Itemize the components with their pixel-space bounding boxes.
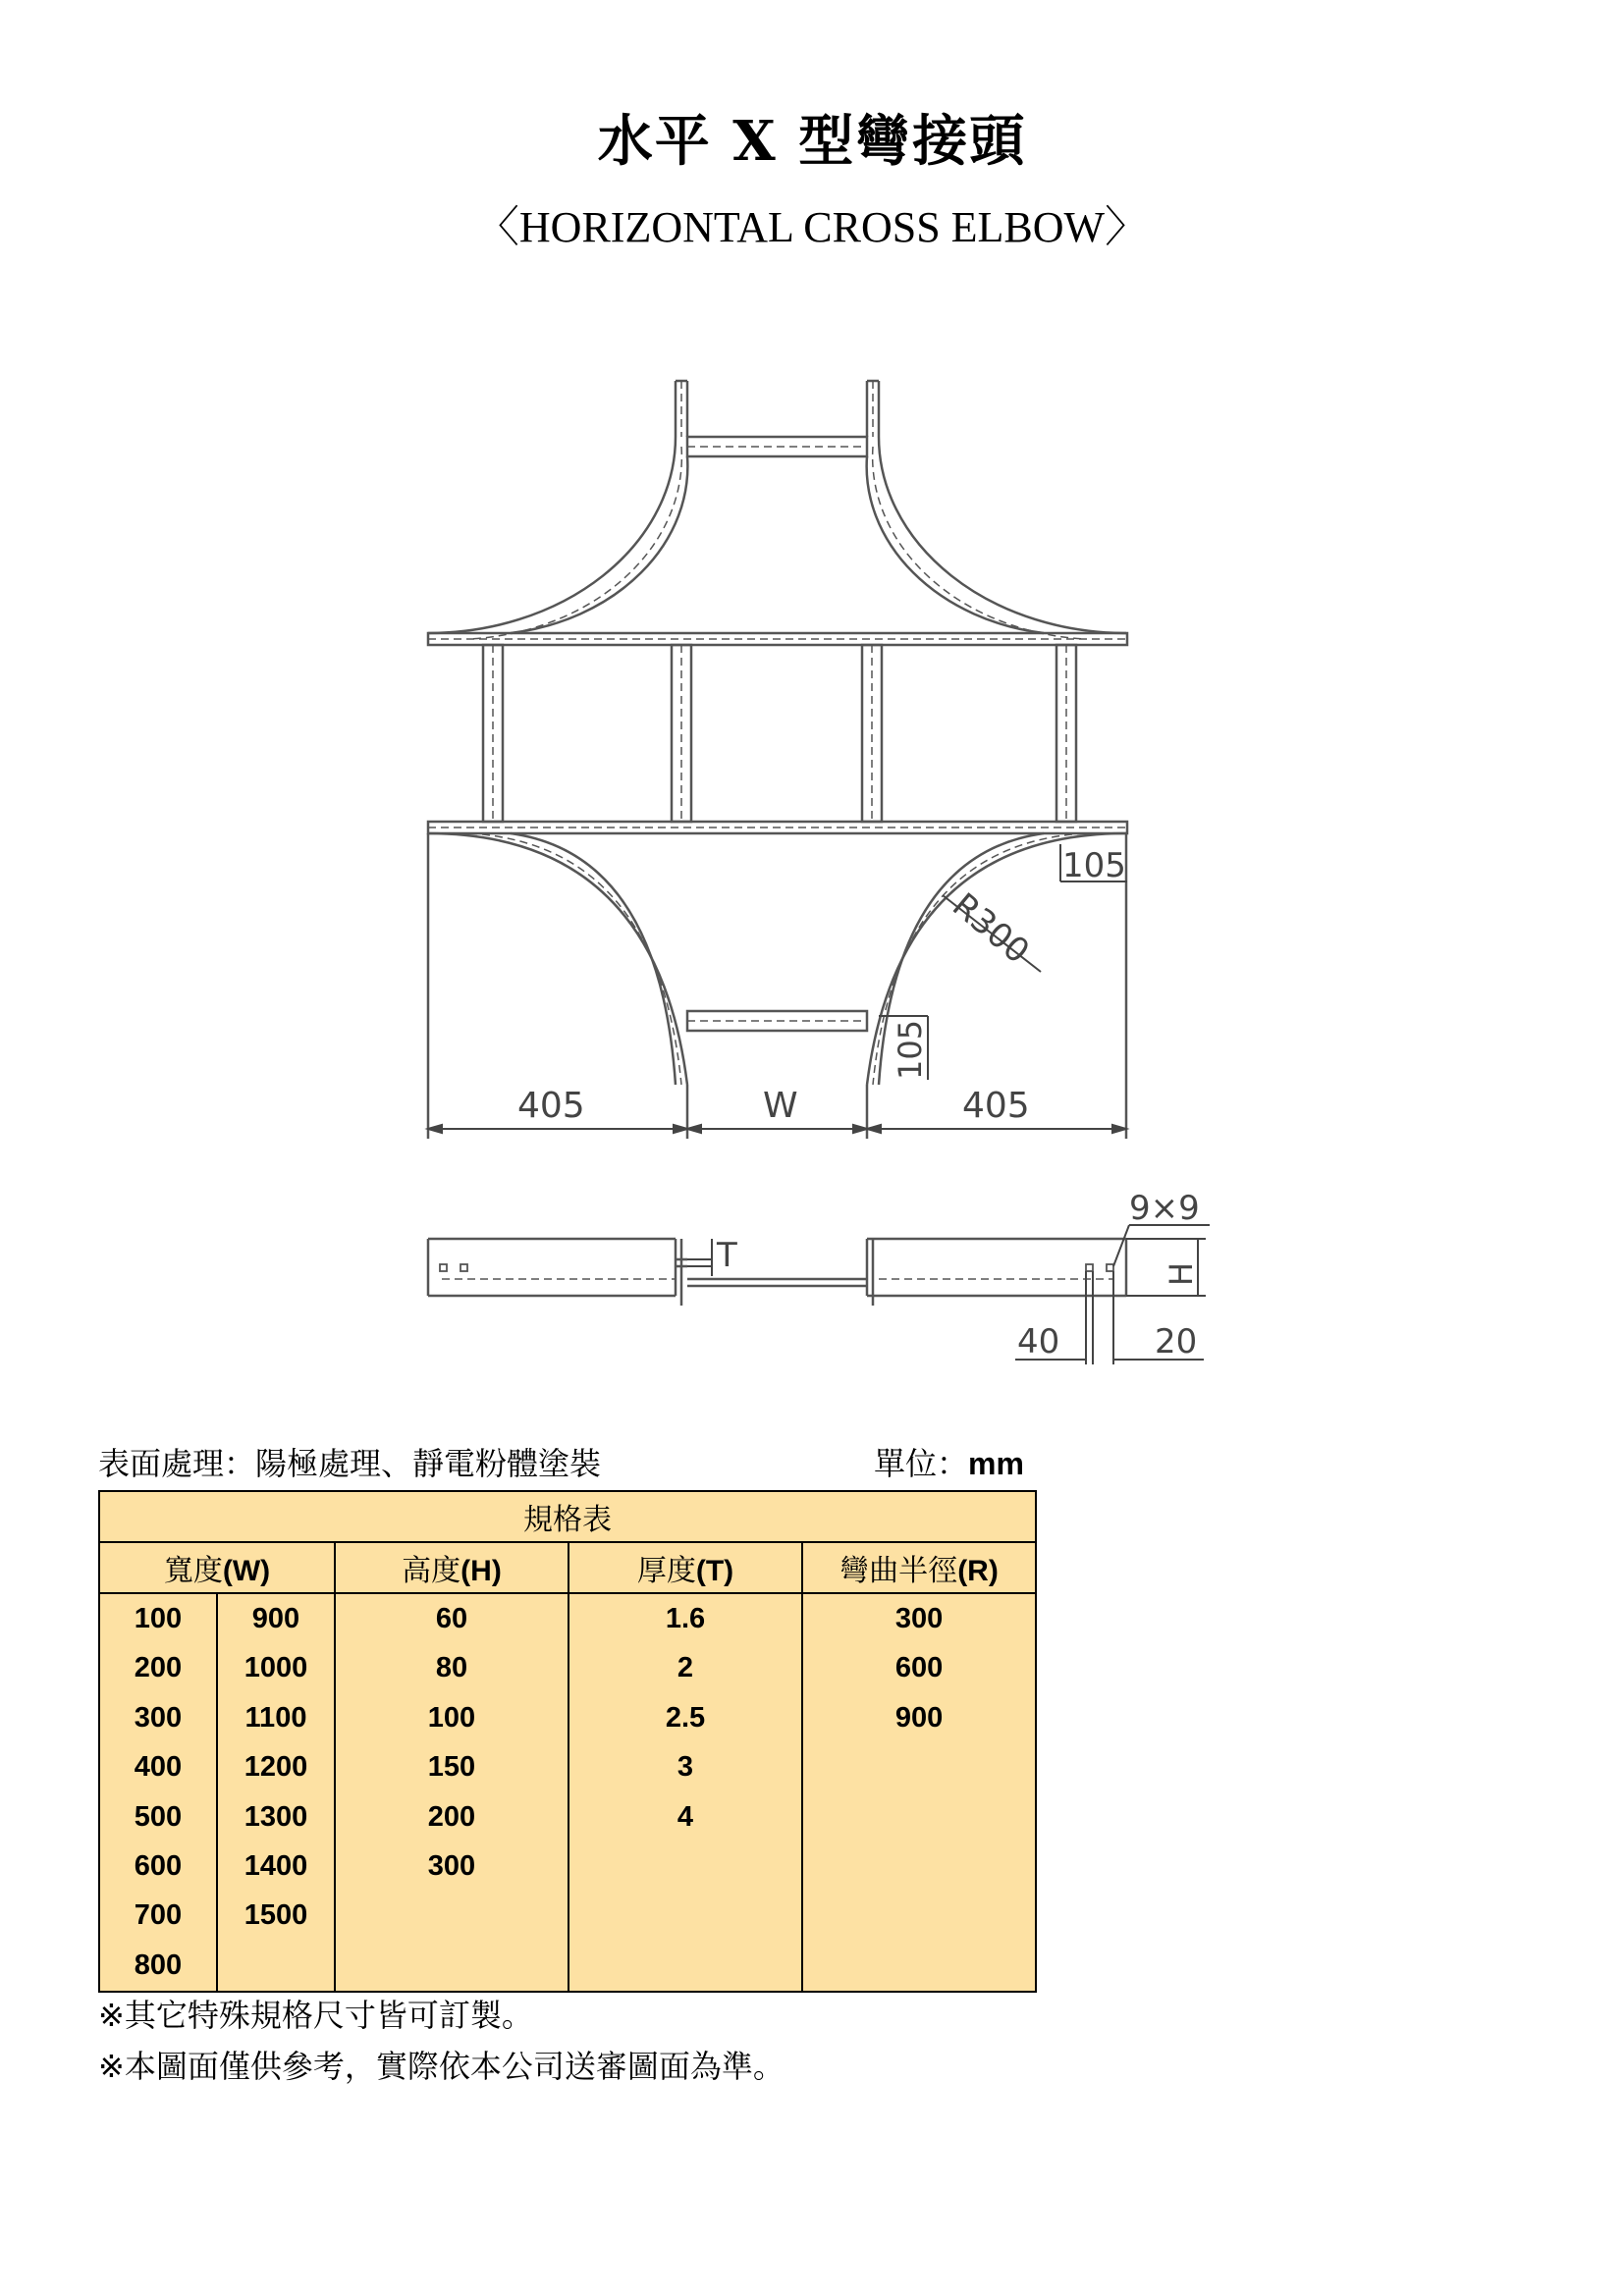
header-height: 高度(H): [335, 1542, 568, 1593]
dim-radius-label: R300: [945, 885, 1037, 972]
table-cell: 2: [677, 1652, 694, 1684]
table-cell: 600: [134, 1849, 183, 1882]
spec-table: [98, 1490, 1037, 1993]
dim-105-bottom-label: 105: [892, 1019, 929, 1080]
top-right-inner-arc: [867, 456, 1044, 633]
table-cell: 300: [134, 1701, 183, 1734]
dim-20-label: 20: [1155, 1322, 1198, 1362]
table-cell: 100: [427, 1701, 476, 1734]
thickness-column: [568, 1593, 802, 1992]
header-radius: 彎曲半徑(R): [802, 1542, 1036, 1593]
table-cell: 900: [251, 1603, 300, 1634]
unit-label: [874, 1439, 1024, 1484]
table-cell: 300: [427, 1849, 476, 1882]
dim-40-label: 40: [1017, 1322, 1060, 1362]
dim-height-label: H: [1163, 1261, 1200, 1286]
table-cell: 3: [677, 1751, 694, 1784]
table-cell: 200: [427, 1800, 476, 1833]
table-cell: 500: [134, 1800, 183, 1833]
table-cell: 1500: [244, 1899, 308, 1932]
table-cell: 1300: [244, 1800, 308, 1833]
top-left-inner-arc: [511, 456, 687, 633]
dim-thickness-label: T: [717, 1236, 737, 1275]
top-left-outer-arc: [428, 437, 676, 633]
surface-treatment: 表面處理：陽極處理、靜電粉體塗裝: [98, 1445, 602, 1482]
table-cell: 80: [435, 1652, 468, 1684]
table-cell: 1400: [244, 1849, 308, 1882]
table-caption: 規格表: [99, 1491, 1036, 1542]
dim-width-label: W: [763, 1086, 798, 1126]
table-cell: 60: [435, 1603, 468, 1634]
table-cell: 800: [134, 1949, 183, 1981]
note-custom-sizes: ※其它特殊規格尺寸皆可訂製。: [98, 1997, 533, 2034]
page-subtitle: 〈HORIZONTAL CROSS ELBOW〉: [475, 203, 1149, 251]
table-cell: 1000: [244, 1652, 308, 1684]
table-cell: 300: [894, 1603, 944, 1634]
table-cell: 200: [134, 1652, 183, 1684]
bottom-left-outer-arc: [428, 833, 687, 1085]
unit-label-text: 單位：: [874, 1445, 969, 1482]
table-cell: 1100: [244, 1701, 307, 1734]
width-column-2: [217, 1593, 335, 1992]
table-cell: 400: [134, 1751, 183, 1784]
table-cell: 600: [894, 1652, 944, 1684]
table-cell: 1200: [244, 1751, 308, 1784]
dim-105-right-label: 105: [1062, 846, 1126, 885]
dim-right-label: 405: [962, 1086, 1030, 1126]
unit-value: mm: [968, 1446, 1024, 1481]
table-cell: 700: [134, 1899, 183, 1932]
table-cell: 4: [677, 1800, 694, 1833]
table-cell: 900: [894, 1701, 944, 1734]
radius-column: [802, 1593, 1036, 1992]
table-cell: 2.5: [665, 1701, 706, 1734]
header-thickness: 厚度(T): [568, 1542, 802, 1593]
top-right-outer-arc: [879, 437, 1126, 633]
header-width: 寬度(W): [99, 1542, 335, 1593]
dim-hole-label: 9×9: [1129, 1189, 1200, 1228]
note-reference-only: ※本圖面僅供參考，實際依本公司送審圖面為準。: [98, 2048, 785, 2085]
page-title: 水平 X 型彎接頭: [597, 109, 1027, 174]
table-cell: 150: [427, 1751, 476, 1784]
height-column: [335, 1593, 568, 1992]
table-cell: 100: [134, 1603, 183, 1634]
table-cell: 1.6: [665, 1603, 706, 1634]
dim-left-label: 405: [517, 1086, 585, 1126]
width-column-1: [99, 1593, 217, 1992]
